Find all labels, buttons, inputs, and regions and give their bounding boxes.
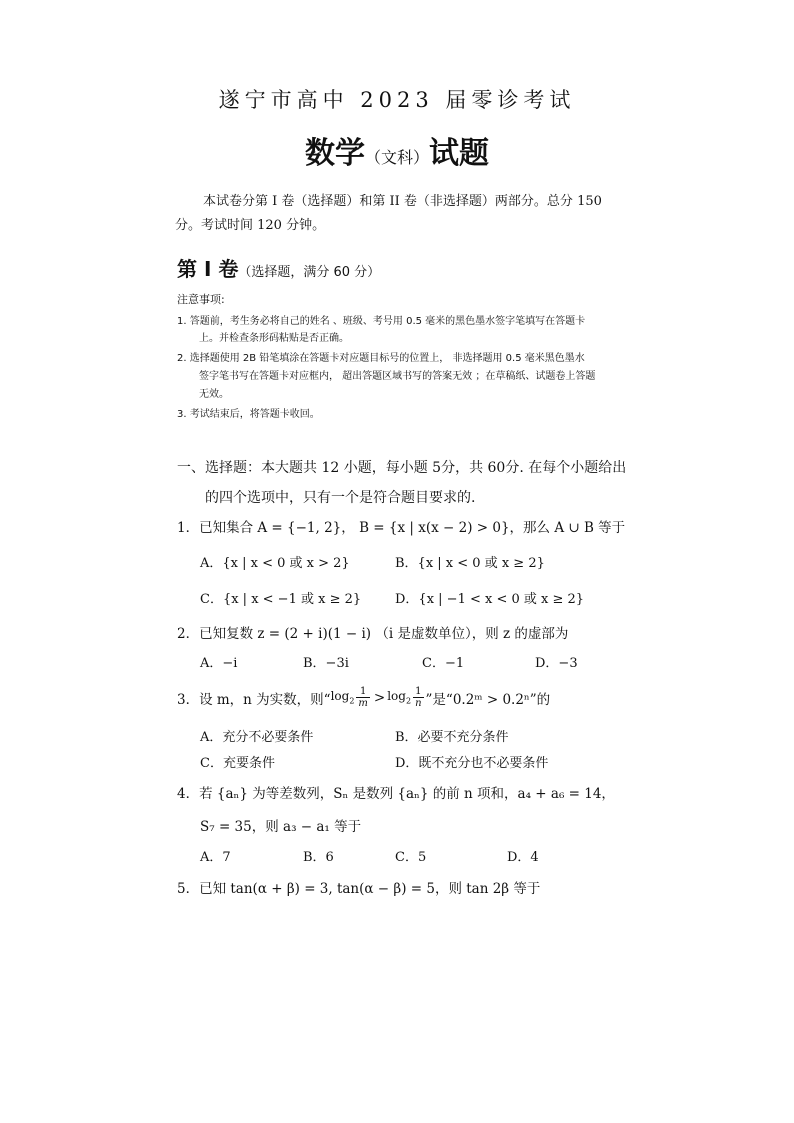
fraction-numerator: 1 [359, 686, 367, 697]
section1-line2: 的四个选项中，只有一个是符合题目要求的. [205, 490, 476, 506]
question-4-stem: 4．若 {aₙ} 为等差数列，Sₙ 是数列 {aₙ} 的前 n 项和，a₄ + a₆ = 14， [177, 786, 615, 802]
part1-label: 第 Ⅰ 卷 [177, 257, 239, 281]
log-base: 2 [405, 696, 412, 706]
question-4-option-b: B．6 [303, 850, 334, 865]
notice-heading: 注意事项: [177, 293, 225, 306]
section1-line1: 一、选择题：本大题共 12 小题，每小题 5分，共 60分. 在每个小题给出 [177, 460, 627, 476]
log-label: log [387, 689, 406, 704]
notice-item: 2. 选择题使用 2B 铅笔填涂在答题卡对应题目标号的位置上， 非选择题用 0.5 毫米黑色墨水 [177, 353, 585, 364]
notice-item: 上。并检查条形码粘贴是否正确。 [199, 333, 349, 344]
notice-item: 1. 答题前，考生务必将自己的姓名 、班级、考号用 0.5 毫米的黑色墨水签字笔填写在答题卡 [177, 316, 586, 327]
question-2-option-b: B．−3i [303, 656, 349, 671]
intro-paragraph [175, 190, 615, 238]
fraction-1-over-n [413, 686, 423, 709]
question-3-stem-start: 3．设 m，n 为实数，则“ [177, 691, 331, 708]
part1-note: （选择题，满分 60 分） [238, 265, 381, 280]
title-subject-type: （文科） [364, 148, 429, 167]
question-4-option-a: A．7 [200, 850, 231, 865]
question-2-option-c: C．−1 [422, 656, 465, 671]
question-3-option-b: B．必要不充分条件 [395, 730, 509, 745]
fraction-denominator: n [415, 698, 422, 709]
question-1-option-d: D．{x | −1 < x < 0 或 x ≥ 2} [395, 592, 585, 607]
question-5-stem: 5．已知 tan(α + β) = 3, tan(α − β) = 5，则 tan 2β 等于 [177, 881, 541, 897]
question-3-stem-end: ”是“0.2ᵐ > 0.2ⁿ”的 [425, 691, 551, 708]
title-main: 数学 [304, 136, 365, 171]
notice-item: 无效。 [199, 389, 229, 400]
part1-heading [177, 253, 380, 282]
question-3-option-d: D．既不充分也不必要条件 [395, 756, 549, 771]
question-3-option-c: C．充要条件 [200, 756, 275, 771]
question-4-option-d: D．4 [507, 850, 539, 865]
question-1-option-c: C．{x | x < −1 或 x ≥ 2} [200, 592, 362, 607]
exam-title [0, 128, 794, 172]
notice-item: 签字笔书写在答题卡对应框内， 超出答题区域书写的答案无效 ；在草稿纸、试题卷上答题 [199, 371, 596, 382]
exam-school-title: 遂宁市高中 2023 届零诊考试 [218, 88, 576, 112]
question-1-stem: 1．已知集合 A = {−1, 2}， B = {x | x(x − 2) > 0}，那么 A ∪ B 等于 [177, 520, 626, 536]
question-4-option-c: C．5 [395, 850, 427, 865]
fraction-denominator: m [358, 698, 368, 709]
question-1-option-b: B．{x | x < 0 或 x ≥ 2} [395, 556, 545, 571]
fraction-1-over-m [356, 686, 369, 709]
question-2-stem: 2．已知复数 z = (2 + i)(1 − i) （i 是虚数单位），则 z 的虚部为 [177, 626, 569, 642]
notice-item: 3. 考试结束后，将答题卡收回。 [177, 409, 320, 420]
greater-than: > [373, 689, 386, 706]
question-2-option-d: D．−3 [535, 656, 578, 671]
question-3-option-a: A．充分不必要条件 [200, 730, 314, 745]
question-4-stem-2: S₇ = 35，则 a₃ − a₁ 等于 [200, 819, 362, 835]
question-3-stem [177, 686, 550, 709]
title-end: 试题 [429, 136, 489, 171]
log-term-1 [331, 689, 355, 705]
log-term-2 [387, 689, 411, 705]
fraction-numerator: 1 [415, 686, 422, 697]
question-1-option-a: A．{x | x < 0 或 x > 2} [200, 556, 350, 571]
log-label: log [330, 689, 350, 704]
log-base: 2 [349, 696, 355, 706]
question-2-option-a: A．−i [200, 656, 238, 671]
intro-text: 本试卷分第 I 卷（选择题）和第 II 卷（非选择题）两部分。总分 150 分。考试时间 120 分钟。 [175, 194, 602, 233]
